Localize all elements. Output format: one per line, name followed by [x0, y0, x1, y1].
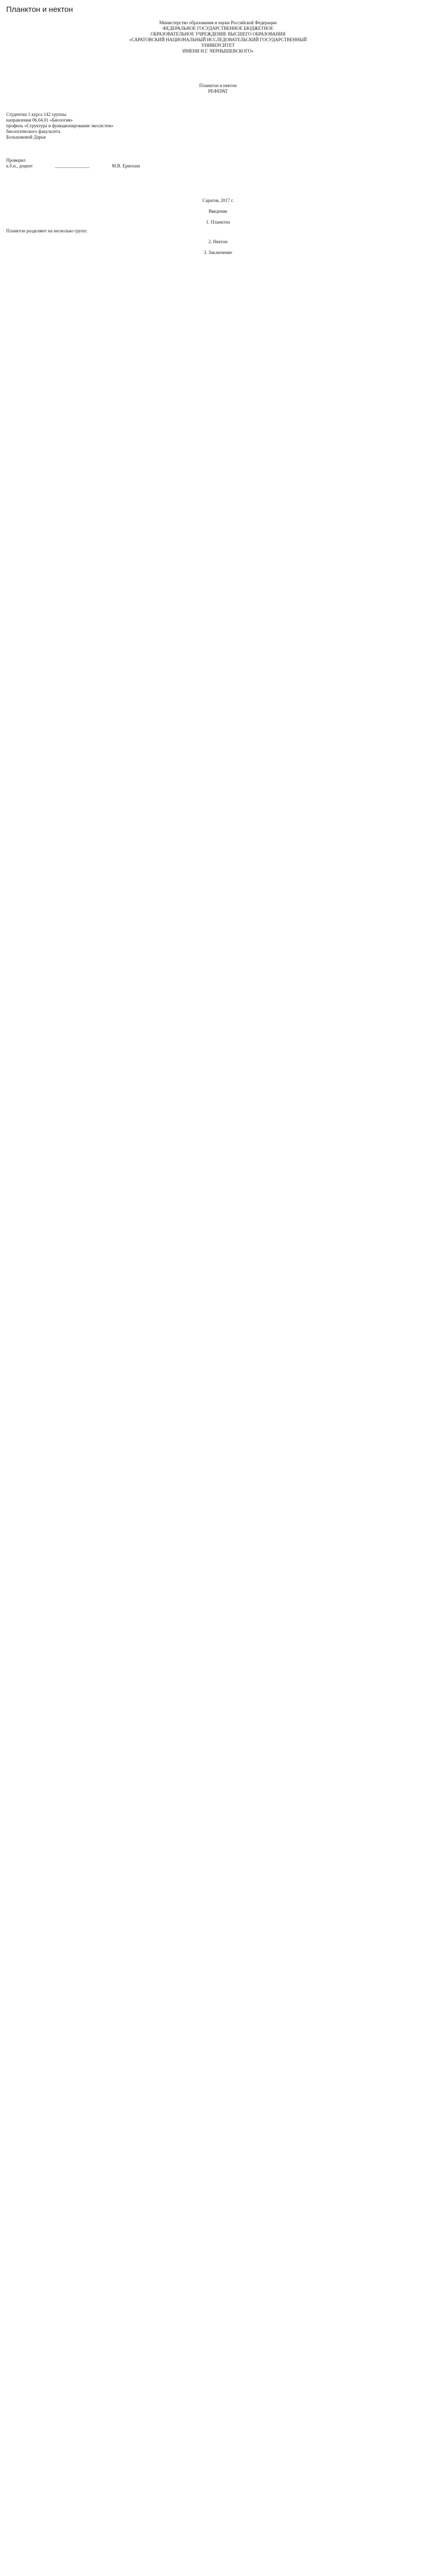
- city-year: Саратов, 2017 г.: [202, 198, 234, 203]
- student-line: Студентки 1 курса 142 группы: [6, 112, 66, 117]
- document-title: Планктон и нектон: [6, 5, 73, 14]
- section-heading-intro: Введение: [208, 209, 228, 214]
- document-page: [0, 0, 436, 279]
- section-heading-nekton: 2. Нектон: [208, 239, 228, 244]
- checker-name: М.В. Ермохин: [112, 163, 140, 168]
- signature-row: [6, 163, 140, 169]
- student-line: направления 06.04.01 «Биология»: [6, 117, 73, 123]
- section-heading-conclusion: 3. Заключение: [204, 250, 232, 255]
- institution-line: ОБРАЗОВАТЕЛЬНОЕ УЧРЕЖДЕНИЕ ВЫСШЕГО ОБРАЗОВАНИЯ: [150, 31, 286, 37]
- institution-line: ИМЕНИ Н.Г. ЧЕРНЫШЕВСКОГО»: [182, 48, 254, 54]
- signature-blank: _______________: [55, 163, 90, 168]
- student-line: Большаковой Дарьи: [6, 134, 46, 140]
- ministry-line: Министерство образования и науки Российской Федерации: [159, 20, 277, 25]
- checker-position: к.б.н., доцент: [6, 163, 33, 168]
- institution-line: ФЕДЕРАЛЬНОЕ ГОСУДАРСТВЕННОЕ БЮДЖЕТНОЕ: [163, 26, 273, 31]
- report-type: РЕФЕРАТ: [208, 89, 228, 94]
- institution-line: УНИВЕРСИТЕТ: [201, 43, 235, 48]
- report-topic: Планктон и нектон: [199, 83, 237, 88]
- checked-by-label: Проверил: [6, 158, 26, 163]
- student-line: профиль «Структура и функционирование экосистем»: [6, 123, 114, 128]
- title-page-header: [6, 20, 430, 54]
- groups-heading: Планктон разделяют на несколько групп:: [6, 228, 88, 233]
- institution-line: «САРАТОВСКИЙ НАЦИОНАЛЬНЫЙ ИССЛЕДОВАТЕЛЬСКИЙ ГОСУДАРСТВЕННЫЙ: [129, 37, 307, 42]
- student-line: биологического факультета: [6, 129, 61, 134]
- section-heading-plankton: 1. Планктон: [206, 219, 230, 225]
- student-info: [6, 112, 430, 140]
